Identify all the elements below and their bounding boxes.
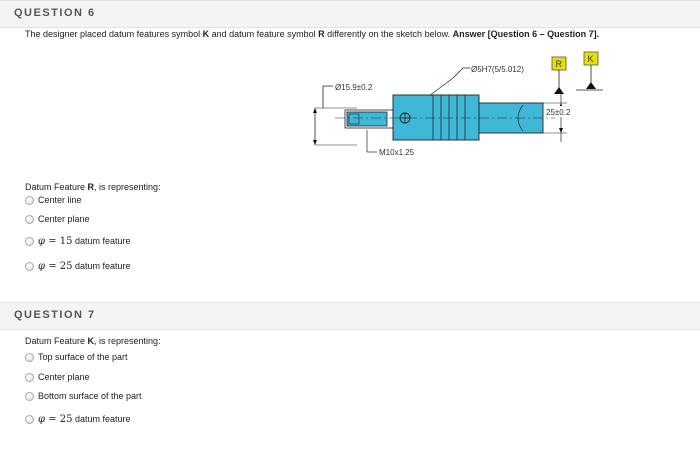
equals-sign: =	[45, 260, 60, 272]
phi-symbol: φ	[38, 260, 46, 272]
phi-symbol: φ	[38, 235, 46, 247]
prompt-text-2: and datum feature symbol	[209, 29, 319, 39]
option-label: Bottom surface of the part	[38, 391, 142, 401]
subprompt-datum: R	[87, 182, 95, 192]
option-label: Top surface of the part	[38, 352, 128, 362]
option-text: datum feature	[72, 413, 131, 424]
q7-option-3[interactable]	[25, 388, 142, 404]
q7-option-2[interactable]	[25, 369, 90, 385]
option-value: 15	[59, 235, 73, 247]
option-label: Center plane	[38, 372, 90, 382]
option-label: Center plane	[38, 214, 90, 224]
phi-symbol: φ	[38, 413, 46, 425]
datum-r-label: R	[555, 59, 562, 69]
subprompt-datum: K	[87, 336, 95, 346]
subprompt-text: Datum Feature	[25, 336, 88, 346]
equals-sign: =	[45, 235, 60, 247]
subprompt-tail: , is representing:	[94, 182, 161, 192]
dim-bottom-label: M10x1.25	[379, 148, 415, 157]
q7-option-4[interactable]	[25, 411, 131, 427]
option-value: 25	[59, 413, 73, 425]
option-value: 25	[59, 260, 73, 272]
dim-top-label: Ø5H7(5/5.012)	[471, 65, 524, 74]
radio-button[interactable]	[25, 392, 34, 401]
option-label: Center line	[38, 195, 82, 205]
option-text: datum feature	[72, 260, 131, 271]
radio-button[interactable]	[25, 373, 34, 382]
radio-button[interactable]	[25, 415, 34, 424]
equals-sign: =	[45, 413, 60, 425]
dim-left-label: Ø15.9±0.2	[335, 83, 373, 92]
option-text: datum feature	[72, 235, 131, 246]
subprompt-text: Datum Feature	[25, 182, 88, 192]
q7-option-1[interactable]	[25, 349, 128, 365]
option-label	[38, 414, 131, 425]
prompt-datum-k: K	[202, 29, 210, 39]
prompt-datum-r: R	[318, 29, 325, 39]
radio-button[interactable]	[25, 353, 34, 362]
prompt-text-3: differently on the sketch below.	[324, 29, 453, 39]
datum-k-label: K	[587, 54, 594, 64]
subprompt-tail: , is representing:	[94, 336, 161, 346]
question-6-title: QUESTION 6	[14, 7, 96, 19]
dim-right-label: 25±0.2	[546, 108, 571, 117]
prompt-text-1: The designer placed datum features symbol	[25, 29, 203, 39]
question-7-title: QUESTION 7	[14, 309, 96, 321]
prompt-answer-note: Answer [Question 6 – Question 7].	[452, 29, 600, 39]
question-7-subprompt	[25, 336, 161, 346]
